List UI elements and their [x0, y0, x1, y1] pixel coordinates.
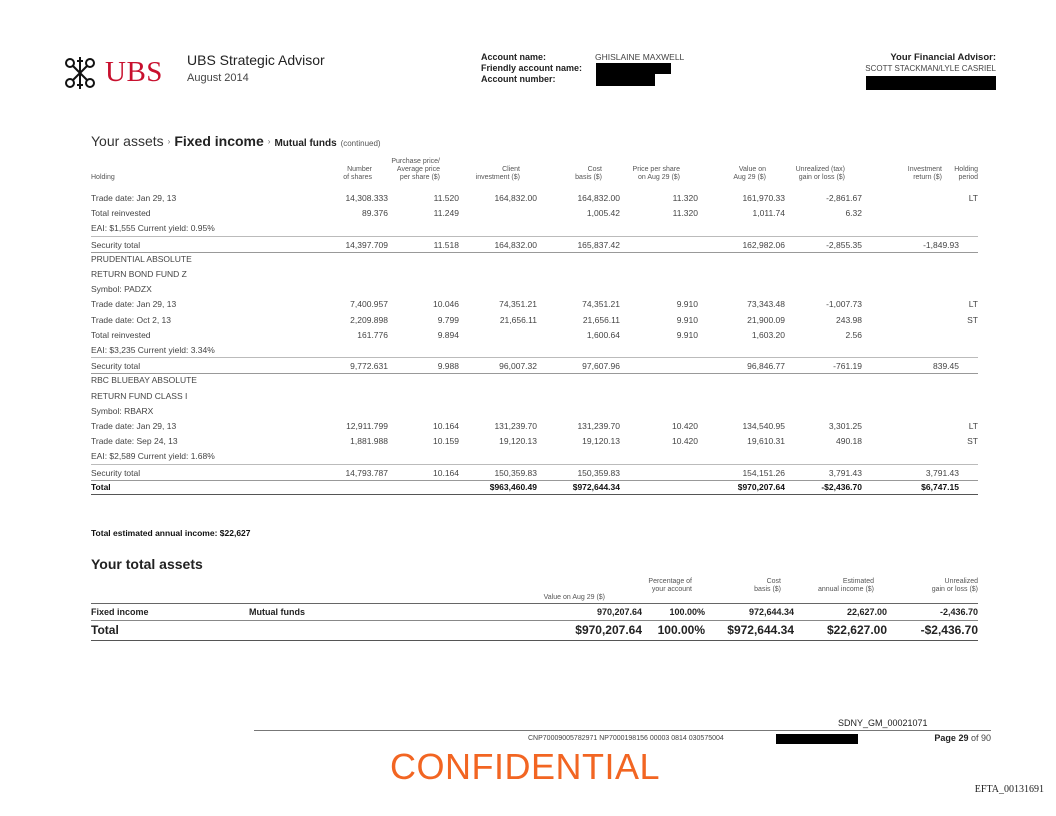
holding-label: Symbol: RBARX [91, 405, 154, 416]
cell-client: 96,007.32 [499, 361, 537, 372]
holding-label: RETURN FUND CLASS I [91, 390, 188, 401]
holding-label: Symbol: PADZX [91, 284, 152, 295]
breadcrumb [91, 133, 381, 149]
total-eai: Total estimated annual income: $22,627 [91, 528, 251, 538]
header-client [476, 166, 520, 182]
header-line: Unrealized [944, 578, 978, 585]
cell-gain: -$2,436.70 [821, 481, 862, 492]
table-row [91, 296, 978, 311]
ta-cost: 972,644.34 [748, 607, 794, 617]
cell-shares: 89.376 [362, 208, 388, 219]
efta-number: EFTA_00131691 [974, 784, 1044, 795]
cell-period: LT [968, 421, 978, 431]
breadcrumb-your-assets: Your assets [91, 133, 164, 149]
breadcrumb-arrow-icon: › [167, 137, 171, 146]
ta-category: Total [91, 623, 119, 637]
cell-value: 19,610.31 [747, 436, 785, 447]
cell-gain: -2,855.35 [826, 239, 862, 250]
holding-label: Trade date: Jan 29, 13 [91, 193, 177, 203]
header-price [391, 158, 440, 182]
account-number-label: Account number: [481, 74, 556, 84]
ta-subcategory: Mutual funds [249, 607, 305, 617]
cell-ret: 3,791.43 [925, 467, 959, 478]
header-line: period [958, 174, 978, 181]
cell-price: 10.159 [433, 436, 459, 447]
advisor-name: SCOTT STACKMAN/LYLE CASRIEL [865, 64, 996, 73]
cell-client: 19,120.13 [499, 436, 537, 447]
cell-value: 21,900.09 [747, 314, 785, 325]
cell-price: 10.046 [433, 299, 459, 310]
cell-value: 134,540.95 [742, 421, 785, 431]
ta-row-fixed-income [91, 603, 978, 621]
cell-cost: 1,600.64 [586, 329, 620, 340]
cell-client: 164,832.00 [494, 239, 537, 250]
ta-header-pct [648, 578, 692, 594]
holding-label: EAI: $1,555 Current yield: 0.95% [91, 223, 215, 234]
ta-pct: 100.00% [657, 623, 705, 637]
cell-client: 131,239.70 [494, 421, 537, 431]
header-line: Purchase price/ [391, 158, 440, 165]
ubs-logo-text: UBS [105, 56, 163, 88]
header-line: your account [651, 586, 692, 593]
ta-income: 22,627.00 [846, 607, 887, 617]
cell-cost: 150,359.83 [577, 467, 620, 478]
table-row [91, 403, 978, 418]
holding-label: RETURN BOND FUND Z [91, 269, 187, 279]
redaction-bar [596, 74, 655, 86]
header-shares [343, 166, 372, 182]
cell-value: 1,011.74 [752, 208, 785, 219]
account-name-label: Account name: [481, 52, 547, 62]
redaction-bar [596, 63, 671, 74]
cell-pps: 11.320 [672, 208, 698, 219]
document-code: CNP70009005782971 NP7000198156 00003 0814 030575004 [528, 735, 724, 742]
cell-price: 11.249 [433, 208, 459, 219]
cell-cost: 19,120.13 [582, 436, 620, 447]
header-line: basis ($) [754, 586, 781, 593]
ta-header-cost [754, 578, 781, 594]
header-return [908, 166, 942, 182]
header-line: return ($) [913, 174, 942, 181]
confidential-stamp: CONFIDENTIAL [390, 746, 661, 787]
header-line: investment ($) [475, 174, 520, 181]
ubs-keys-logo-icon [60, 55, 100, 91]
cell-pps: 10.420 [672, 436, 698, 447]
redaction-bar [776, 734, 858, 744]
cell-price: 10.164 [433, 421, 459, 431]
header-pps [633, 166, 680, 182]
cell-shares: 7,400.957 [350, 299, 388, 310]
cell-price: 9.988 [437, 361, 459, 372]
ta-value: $970,207.64 [575, 623, 642, 637]
cell-period: LT [968, 193, 978, 203]
cell-period: ST [967, 436, 978, 447]
breadcrumb-fixed-income: Fixed income [174, 133, 264, 149]
cell-cost: $972,644.34 [572, 481, 620, 492]
header-line: Unrealized (tax) [795, 166, 845, 173]
account-labels [481, 52, 582, 85]
holding-label: RBC BLUEBAY ABSOLUTE [91, 375, 197, 386]
holding-label: Trade date: Sep 24, 13 [91, 436, 178, 447]
header-line: on Aug 29 ($) [637, 174, 680, 181]
cell-shares: 12,911.799 [346, 421, 388, 431]
cell-shares: 14,308.333 [345, 193, 388, 203]
cell-gain: 3,791.43 [828, 467, 862, 478]
cell-gain: -1,007.73 [826, 299, 862, 310]
table-row [91, 205, 978, 220]
breadcrumb-mutual-funds: Mutual funds [274, 138, 337, 149]
table-row [91, 312, 978, 327]
header-line: basis ($) [575, 174, 602, 181]
cell-value: 162,982.06 [742, 239, 785, 250]
cell-gain: -2,861.67 [826, 193, 862, 203]
ta-header-gain [932, 578, 978, 594]
cell-shares: 9,772.631 [350, 361, 388, 372]
ta-header-value: Value on Aug 29 ($) [543, 594, 605, 601]
breadcrumb-continued: (continued) [340, 139, 381, 148]
holding-label: Security total [91, 467, 141, 478]
header-period [954, 166, 978, 182]
page-label: Page [934, 733, 956, 743]
table-total-row [91, 479, 978, 495]
header-value [733, 166, 766, 182]
holding-label: Total [91, 481, 111, 492]
holding-label: Total reinvested [91, 208, 151, 219]
table-row [91, 372, 978, 387]
ta-value: 970,207.64 [596, 607, 642, 617]
footer-divider [254, 730, 991, 731]
cell-price: 9.894 [437, 329, 459, 340]
cell-value: 154,151.26 [742, 467, 785, 478]
cell-period: LT [968, 299, 978, 310]
ta-row-total [91, 620, 978, 641]
holding-label: EAI: $3,235 Current yield: 3.34% [91, 345, 215, 355]
cell-value: 1,603.20 [751, 329, 785, 340]
header-line: Percentage of [648, 578, 692, 585]
ta-pct: 100.00% [669, 607, 705, 617]
header-line: gain or loss ($) [798, 174, 845, 181]
header-line: Investment [907, 166, 942, 173]
cell-price: 9.799 [437, 314, 459, 325]
cell-cost: 97,607.96 [582, 361, 620, 372]
table-row [91, 266, 978, 281]
holding-label: Security total [91, 239, 141, 250]
cell-cost: 21,656.11 [582, 314, 620, 325]
cell-shares: 161.776 [357, 329, 388, 340]
cell-value: $970,207.64 [737, 481, 785, 492]
header-line: Estimated [842, 578, 874, 585]
cell-gain: 490.18 [836, 436, 862, 447]
page-number: 29 [958, 733, 969, 743]
friendly-name-label: Friendly account name: [481, 63, 583, 73]
cell-gain: 2.56 [845, 329, 862, 340]
cell-client: 21,656.11 [499, 314, 537, 325]
header-line: Number [347, 166, 372, 173]
header-line: Cost [766, 578, 781, 585]
ta-category: Fixed income [91, 607, 149, 617]
advisor-title: Your Financial Advisor: [890, 52, 996, 63]
ta-income: $22,627.00 [826, 623, 887, 637]
header-line: Client [502, 166, 520, 173]
header-line: Holding [954, 166, 978, 173]
cell-price: 10.164 [433, 467, 459, 478]
header-gain [796, 166, 845, 182]
cell-price: 11.520 [433, 193, 459, 203]
breadcrumb-arrow-icon: › [267, 137, 271, 146]
cell-pps: 9.910 [676, 299, 698, 310]
cell-pps: 9.910 [676, 329, 698, 340]
total-assets-title: Your total assets [91, 556, 203, 572]
cell-cost: 164,832.00 [577, 193, 620, 203]
header-line: per share ($) [399, 174, 440, 181]
cell-ret: $6,747.15 [921, 481, 959, 492]
cell-shares: 2,209.898 [350, 314, 388, 325]
cell-cost: 131,239.70 [577, 421, 620, 431]
header-line: Aug 29 ($) [733, 174, 766, 181]
table-row [91, 220, 978, 235]
cell-value: 96,846.77 [747, 361, 785, 372]
header-cost [575, 166, 602, 182]
table-row [91, 433, 978, 448]
statement-date: August 2014 [187, 72, 249, 84]
cell-value: 161,970.33 [742, 193, 785, 203]
table-row [91, 281, 978, 296]
cell-gain: 3,301.25 [828, 421, 862, 431]
header-line: of shares [343, 174, 372, 181]
table-row [91, 418, 978, 433]
cell-period: ST [967, 314, 978, 325]
header-line: Price per share [632, 166, 680, 173]
holding-label: Trade date: Oct 2, 13 [91, 314, 172, 325]
redaction-bar [866, 76, 996, 90]
table-row [91, 342, 978, 357]
header-line: Value on [738, 166, 766, 173]
cell-client: $963,460.49 [489, 481, 537, 492]
header-line: Cost [587, 166, 602, 173]
ta-cost: $972,644.34 [727, 623, 794, 637]
cell-client: 164,832.00 [494, 193, 537, 203]
table-row [91, 327, 978, 342]
cell-cost: 165,837.42 [577, 239, 620, 250]
header-line: annual income ($) [817, 586, 874, 593]
cell-cost: 74,351.21 [582, 299, 620, 310]
cell-pps: 11.320 [672, 193, 698, 203]
product-name: UBS Strategic Advisor [187, 52, 325, 68]
ta-gain: -$2,436.70 [920, 623, 978, 637]
cell-value: 73,343.48 [747, 299, 785, 310]
bates-number: SDNY_GM_00021071 [838, 718, 928, 728]
holding-label: Total reinvested [91, 329, 151, 340]
table-row [91, 251, 978, 266]
cell-ret: -1,849.93 [923, 239, 959, 250]
holding-label: Security total [91, 361, 141, 372]
table-row [91, 448, 978, 463]
cell-gain: 243.98 [836, 314, 862, 325]
account-name-value: GHISLAINE MAXWELL [595, 52, 685, 62]
cell-shares: 1,881.988 [350, 436, 388, 447]
page-indicator [934, 733, 991, 743]
cell-client: 150,359.83 [494, 467, 537, 478]
table-row [91, 190, 978, 205]
cell-price: 11.518 [433, 239, 459, 250]
cell-shares: 14,793.787 [345, 467, 388, 478]
cell-client: 74,351.21 [499, 299, 537, 310]
page-total: of 90 [970, 733, 991, 743]
holding-label: Trade date: Jan 29, 13 [91, 421, 177, 431]
holding-label: PRUDENTIAL ABSOLUTE [91, 253, 192, 264]
cell-shares: 14,397.709 [345, 239, 388, 250]
cell-gain: 6.32 [845, 208, 862, 219]
cell-pps: 9.910 [676, 314, 698, 325]
header-line: gain or loss ($) [931, 586, 978, 593]
cell-ret: 839.45 [933, 361, 959, 372]
ta-header-income [818, 578, 874, 594]
header-line: Average price [396, 166, 440, 173]
cell-pps: 10.420 [672, 421, 698, 431]
cell-cost: 1,005.42 [586, 208, 620, 219]
holding-label: EAI: $2,589 Current yield: 1.68% [91, 451, 215, 462]
holding-label: Trade date: Jan 29, 13 [91, 299, 177, 310]
header-holding: Holding [91, 174, 115, 181]
cell-gain: -761.19 [833, 361, 862, 372]
table-row [91, 388, 978, 403]
ta-gain: -2,436.70 [939, 607, 978, 617]
